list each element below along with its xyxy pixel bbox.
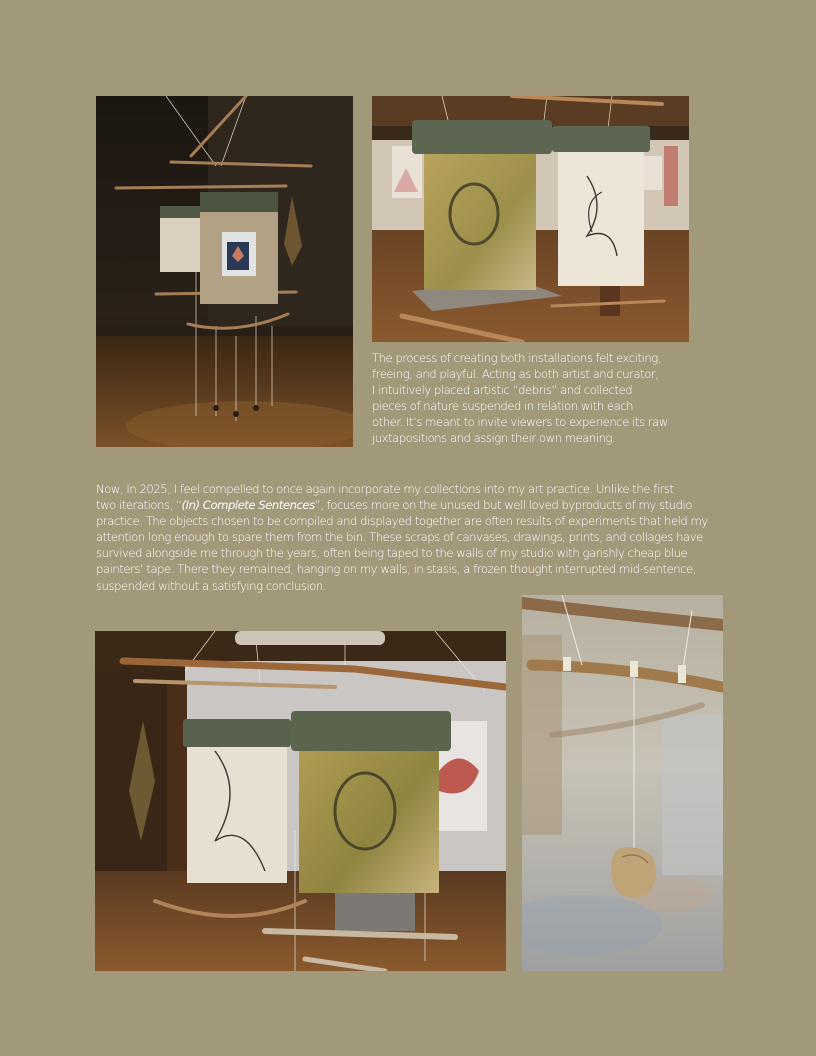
text-before-title: two iterations, “ — [96, 498, 182, 513]
paragraph-line: The process of creating both installations felt exciting, — [372, 351, 661, 365]
paragraph-line: practice. The objects chosen to be compiled and displayed together are often results of experiments that held my — [96, 514, 708, 529]
photo-hanging-installation-dark — [96, 96, 353, 447]
installation-process-paragraph — [372, 350, 668, 447]
paragraph-line: suspended without a satisfying conclusion. — [96, 578, 327, 593]
text-after-title: ”, focuses more on the unused but well loved byproducts of my studio — [314, 498, 692, 513]
paragraph-line: other. It’s meant to invite viewers to experience its raw — [372, 415, 668, 430]
paragraph-line: survived alongside me through the years, often being taped to the walls of my studio with garishly cheap blue — [96, 546, 688, 561]
paragraph-line: pieces of nature suspended in relation with each — [372, 399, 634, 414]
paragraph-line: attention long enough to spare them from the bin. These scraps of canvases, drawings, prints, and collages have — [96, 530, 703, 545]
paragraph-line: freeing, and playful. Acting as both artist and curator, — [372, 367, 659, 382]
paragraph-line: I intuitively placed artistic “debris” and collected — [372, 383, 633, 398]
photo-two-panels-gallery — [372, 96, 689, 342]
collections-2025-paragraph — [96, 481, 708, 594]
artwork-title: (In) Complete Sentences — [181, 498, 315, 513]
photo-installation-wide-view — [95, 631, 506, 971]
paragraph-line: painters’ tape. There they remained, hanging on my walls, in stasis, a frozen thought interrupted mid-sentence, — [96, 562, 696, 577]
paragraph-line: juxtapositions and assign their own meaning. — [372, 431, 616, 446]
photo-suspended-stone-closeup — [522, 595, 723, 971]
paragraph-line-with-title — [96, 497, 708, 513]
paragraph-line: Now, In 2025, I feel compelled to once again incorporate my collections into my art practice. Unlike the first — [96, 482, 674, 496]
